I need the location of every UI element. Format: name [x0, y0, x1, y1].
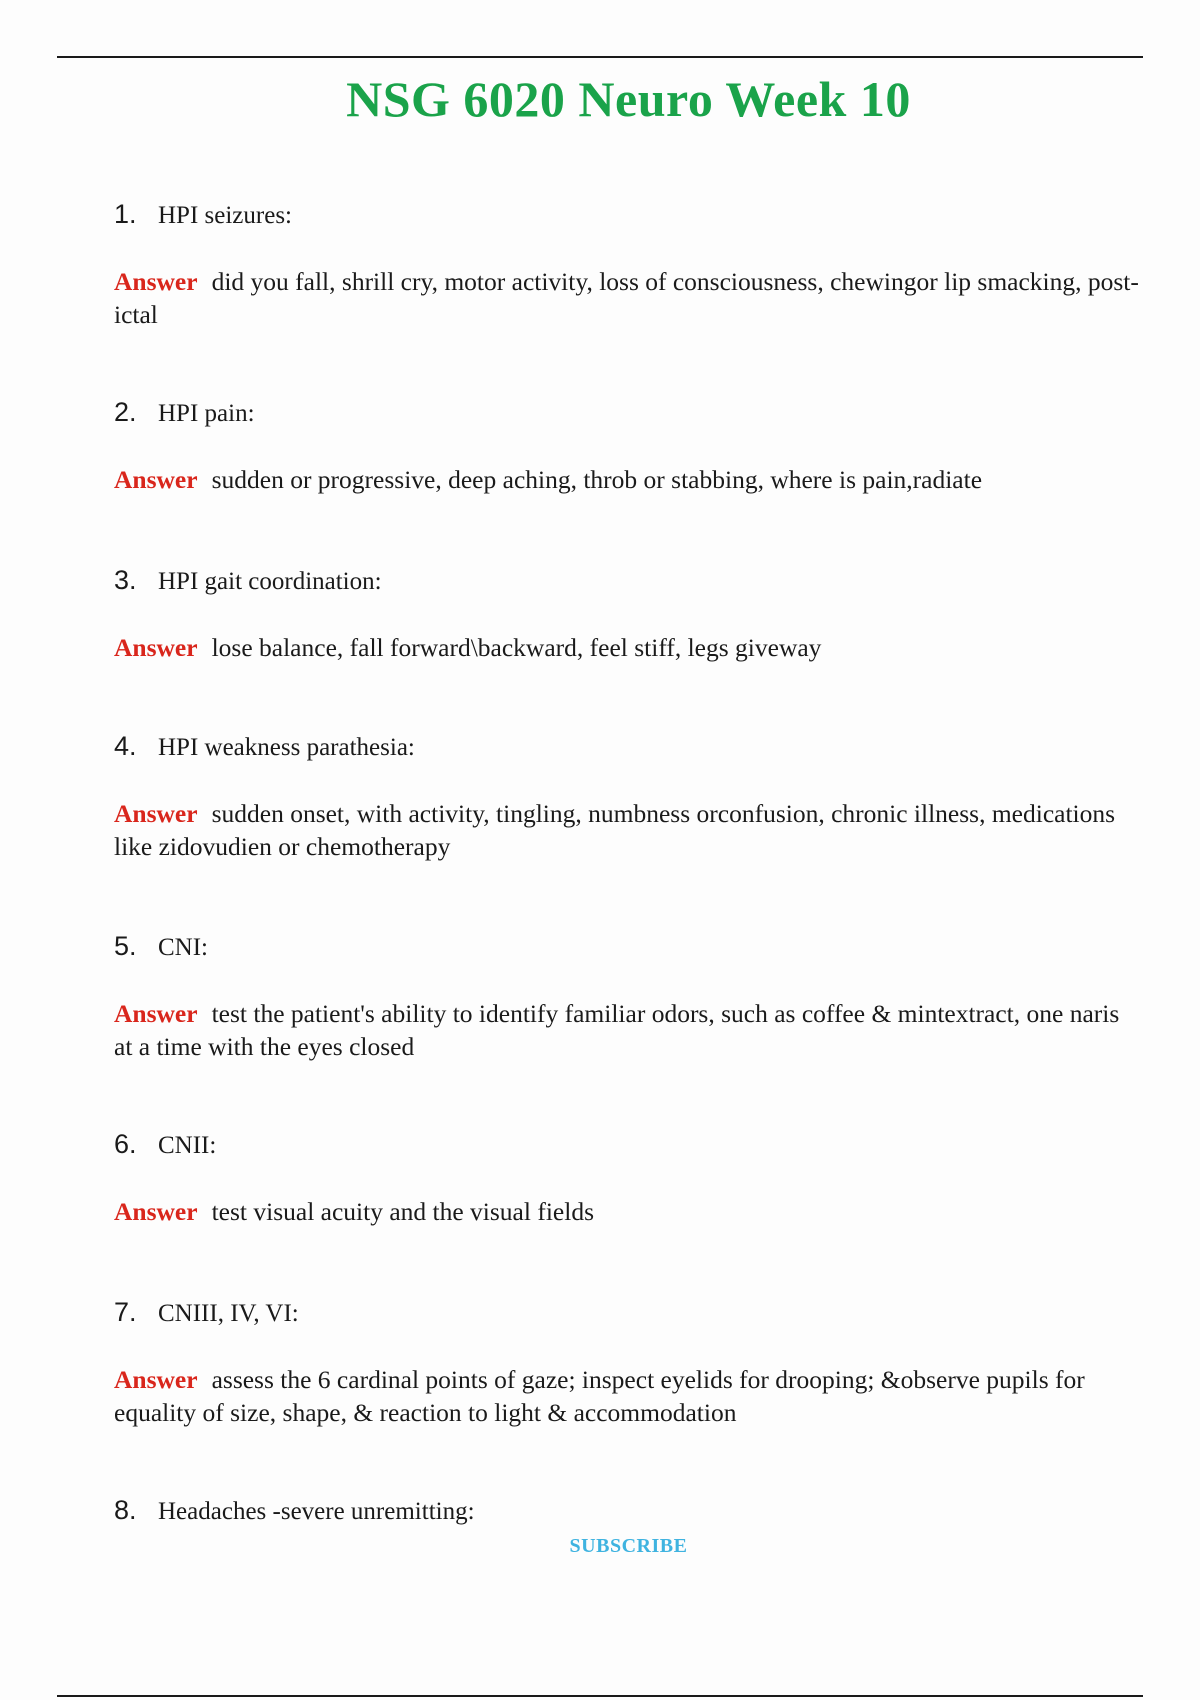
- answer-text: lose balance, fall forward\backward, feel stiff, legs giveway: [211, 633, 822, 662]
- answer-label: Answer: [114, 799, 198, 828]
- answer-text: assess the 6 cardinal points of gaze; inspect eyelids for drooping; &observe pupils for equality of size, shape, & reaction to light & accommodation: [114, 1365, 1085, 1427]
- question-text: HPI seizures:: [158, 202, 292, 229]
- question-text: CNI:: [158, 934, 208, 961]
- document-title: NSG 6020 Neuro Week 10: [346, 71, 911, 127]
- question-number: 7.: [114, 1297, 137, 1327]
- answer: [114, 1195, 1144, 1228]
- question-text: Headaches -severe unremitting:: [158, 1498, 475, 1525]
- question-text: CNII:: [158, 1132, 217, 1159]
- question-number: 6.: [114, 1129, 137, 1159]
- qa-item-1: [114, 198, 1144, 331]
- answer-label: Answer: [114, 633, 198, 662]
- question-number: 1.: [114, 199, 137, 229]
- question-text: HPI gait coordination:: [158, 568, 382, 595]
- qa-item-7: [114, 1296, 1144, 1429]
- question-text: HPI weakness parathesia:: [158, 734, 415, 761]
- qa-item-2: [114, 396, 1144, 496]
- answer: [114, 997, 1144, 1063]
- top-rule: [57, 56, 1143, 58]
- answer-label: Answer: [114, 999, 198, 1028]
- answer-label: Answer: [114, 1365, 198, 1394]
- question-text: CNIII, IV, VI:: [158, 1300, 299, 1327]
- answer-label: Answer: [114, 267, 198, 296]
- qa-item-3: [114, 564, 1144, 664]
- question: [114, 564, 1144, 598]
- answer: [114, 797, 1144, 863]
- question: [114, 930, 1144, 964]
- question: [114, 1296, 1144, 1330]
- question: [114, 396, 1144, 430]
- question: [114, 730, 1144, 764]
- question: [114, 1128, 1144, 1162]
- qa-item-8: [114, 1494, 1144, 1528]
- answer: [114, 265, 1144, 331]
- answer: [114, 1363, 1144, 1429]
- qa-item-4: [114, 730, 1144, 863]
- qa-item-6: [114, 1128, 1144, 1228]
- question-text: HPI pain:: [158, 400, 255, 427]
- subscribe-link[interactable]: SUBSCRIBE: [569, 1535, 688, 1557]
- answer-label: Answer: [114, 465, 198, 494]
- answer-text: test visual acuity and the visual fields: [211, 1197, 594, 1226]
- answer-text: sudden or progressive, deep aching, throb or stabbing, where is pain,radiate: [211, 465, 983, 494]
- answer: [114, 463, 1144, 496]
- answer: [114, 631, 1144, 664]
- question-number: 8.: [114, 1495, 137, 1525]
- qa-item-5: [114, 930, 1144, 1063]
- question-number: 3.: [114, 565, 137, 595]
- question-number: 2.: [114, 397, 137, 427]
- question: [114, 1494, 1144, 1528]
- question-number: 4.: [114, 731, 137, 761]
- question-number: 5.: [114, 931, 137, 961]
- question: [114, 198, 1144, 232]
- answer-text: sudden onset, with activity, tingling, numbness orconfusion, chronic illness, medications like zidovudien or chemotherapy: [114, 799, 1116, 861]
- answer-text: did you fall, shrill cry, motor activity, loss of consciousness, chewingor lip smacking, post-ictal: [114, 267, 1139, 329]
- bottom-rule: [57, 1695, 1143, 1697]
- answer-label: Answer: [114, 1197, 198, 1226]
- answer-text: test the patient's ability to identify familiar odors, such as coffee & mintextract, one naris at a time with the eyes closed: [114, 999, 1120, 1061]
